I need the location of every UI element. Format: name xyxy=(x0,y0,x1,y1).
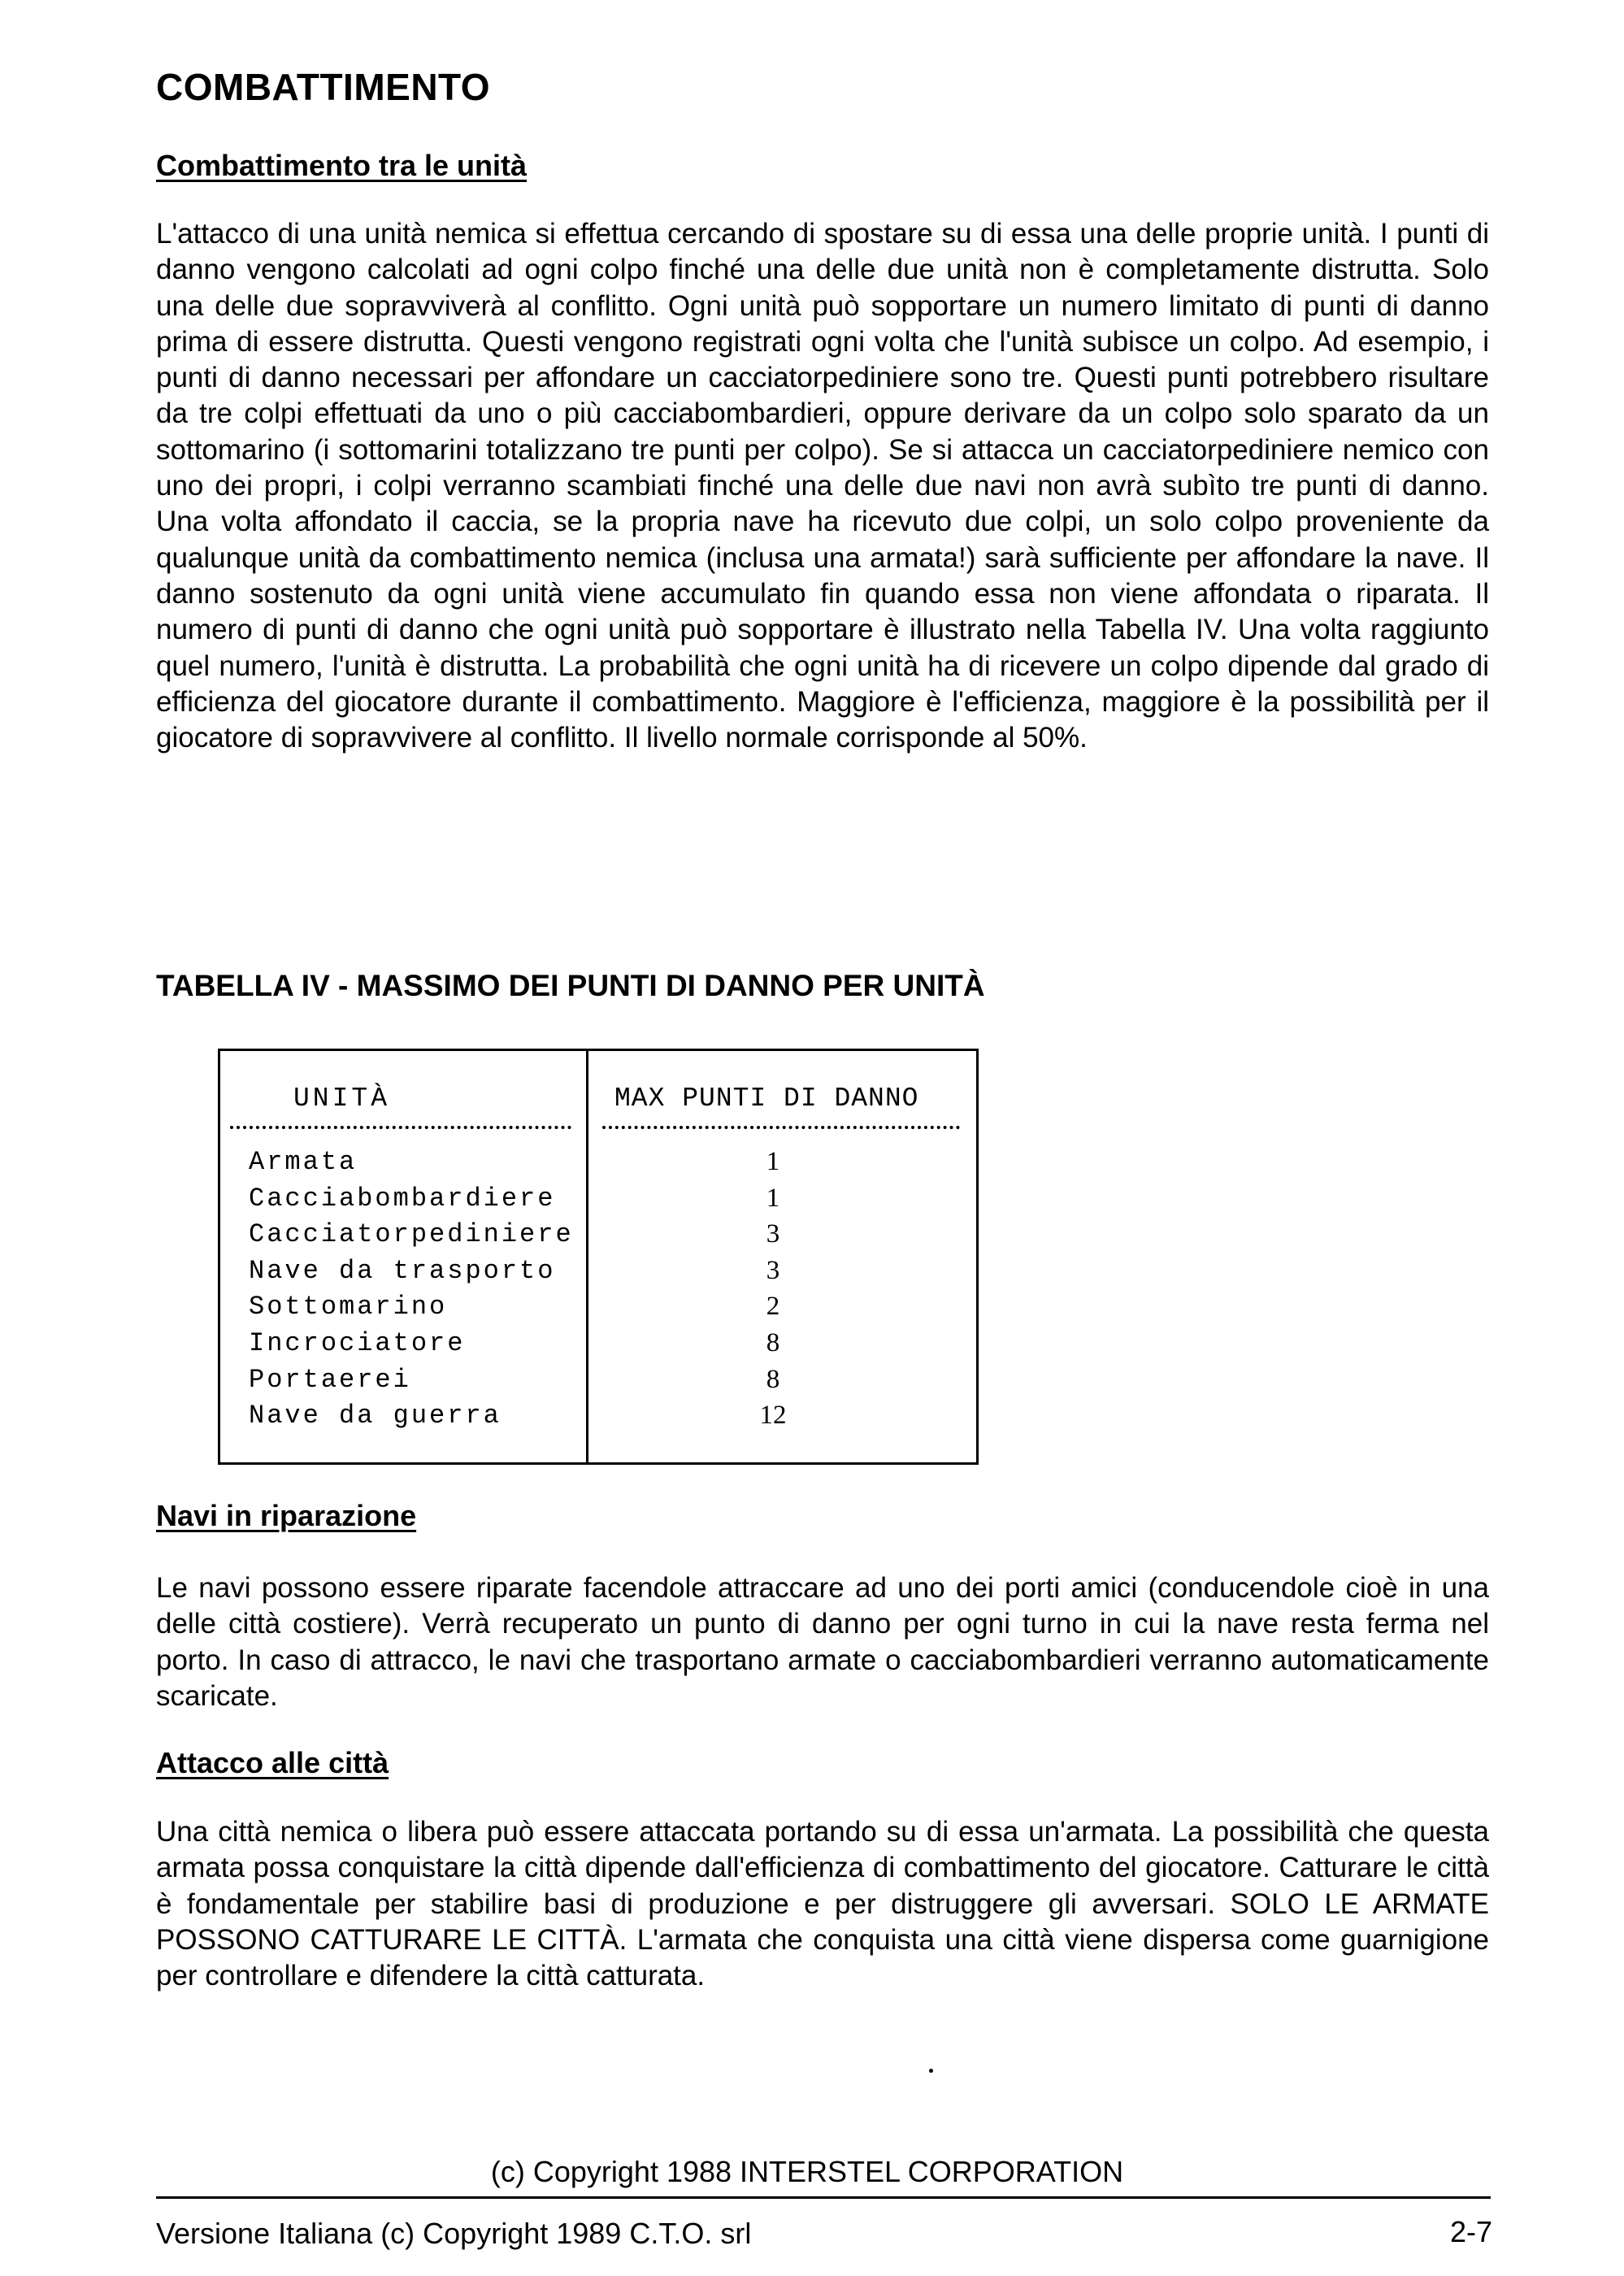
table-header-max-points: MAX PUNTI DI DANNO xyxy=(614,1084,919,1114)
page-title: COMBATTIMENTO xyxy=(156,66,491,108)
table-cell-unit: Sottomarino xyxy=(249,1292,448,1323)
section-text-repair: Le navi possono essere riparate facendole attraccare ad uno dei porti amici (conducendole cioè in una delle città costiere). Verrà recuperato un punto di danno per ogni turno in cui la nave resta ferma nel porto. In caso di attracco, le navi che trasportano armate o cacciabombardieri verranno automaticamente scaricate. xyxy=(156,1572,1489,1712)
table-title: TABELLA IV - MASSIMO DEI PUNTI DI DANNO PER UNITÀ xyxy=(156,969,985,1002)
table-row xyxy=(220,1147,976,1184)
table-row xyxy=(220,1401,976,1437)
page-number: 2-7 xyxy=(1449,2215,1492,2248)
table-cell-unit: Portaerei xyxy=(249,1364,411,1395)
table-cell-points: 3 xyxy=(766,1219,780,1249)
table-row xyxy=(220,1184,976,1220)
table-cell-points: 8 xyxy=(766,1364,780,1394)
table-cell-points: 1 xyxy=(766,1183,780,1213)
section-text-combat: L'attacco di una unità nemica si effettua cercando di spostare su di essa una delle proprie unità. I punti di danno vengono calcolati ad ogni colpo finché una delle due unità non è completamente distrutta. Solo una delle due sopravviverà al conflitto. Ogni unità può sopportare un numero limitato di punti di danno prima di essere distrutta. Questi vengono registrati ogni volta che l'unità subisce un colpo. Ad esempio, i punti di danno necessari per affondare un cacciatorpediniere sono tre. Questi punti potrebbero risultare da tre colpi effettuati da uno o più cacciabombardieri, oppure derivare da un colpo solo sparato da un sottomarino (i sottomarini totalizzano tre punti per colpo). Se si attacca un cacciatorpediniere nemico con uno dei propri, i colpi verranno scambiati finché una delle due navi non avrà subìto tre punti di danno. Una volta affondato il caccia, se la propria nave ha ricevuto due colpi, un solo colpo proveniente da qualunque unità da combattimento nemica (inclusa una armata!) sarà sufficiente per affondare la nave. Il danno sostenuto da ogni unità viene accumulato fin quando essa non viene affondata o riparata. Il numero di punti di danno che ogni unità può sopportare è illustrato nella Tabella IV. Una volta raggiunto quel numero, l'unità è distrutta. La probabilità che ogni unità ha di ricevere un colpo dipende dal grado di efficienza del giocatore durante il combattimento. Maggiore è l'efficienza, maggiore è la possibilità per il giocatore di sopravvivere al conflitto. Il livello normale corrisponde al 50%. xyxy=(156,218,1489,754)
table-cell-points: 2 xyxy=(766,1292,780,1322)
table-cell-unit: Cacciabombardiere xyxy=(249,1183,556,1214)
footer-copyright-italian: Versione Italiana (c) Copyright 1989 C.T.O. srl xyxy=(156,2217,752,2250)
table-row xyxy=(220,1256,976,1292)
table-header-separator xyxy=(230,1126,571,1129)
table-body xyxy=(220,1147,976,1437)
table-header-separator xyxy=(602,1126,960,1129)
table-cell-points: 8 xyxy=(766,1327,780,1357)
print-speck xyxy=(929,2069,933,2073)
table-header-unit: UNITÀ xyxy=(293,1084,391,1114)
table-row xyxy=(220,1365,976,1401)
table-cell-unit: Nave da guerra xyxy=(249,1401,502,1431)
table-cell-points: 1 xyxy=(766,1147,780,1176)
section-text-city-attack: Una città nemica o libera può essere attaccata portando su di essa un'armata. La possibilità che questa armata possa conquistare la città dipende dall'efficienza di combattimento del giocatore. Catturare le città è fondamentale per stabilire basi di produzione e per distruggere gli avversari. SOLO LE ARMATE POSSONO CATTURARE LE CITTÀ. L'armata che conquista una città viene dispersa come guarnigione per controllare e difendere la città catturata. xyxy=(156,1816,1489,1992)
table-cell-points: 12 xyxy=(759,1401,787,1431)
section-heading-city-attack: Attacco alle città xyxy=(156,1746,389,1779)
section-heading-repair: Navi in riparazione xyxy=(156,1499,417,1532)
section-heading-combat: Combattimento tra le unità xyxy=(156,149,528,182)
table-cell-unit: Armata xyxy=(249,1147,358,1177)
damage-table xyxy=(218,1049,979,1465)
table-row xyxy=(220,1292,976,1328)
table-cell-unit: Cacciatorpediniere xyxy=(249,1219,574,1250)
table-row xyxy=(220,1219,976,1256)
footer-copyright-original: (c) Copyright 1988 INTERSTEL CORPORATION xyxy=(490,2155,1124,2188)
table-cell-points: 3 xyxy=(766,1255,780,1285)
table-row xyxy=(220,1328,976,1365)
footer-divider xyxy=(156,2196,1491,2199)
table-cell-unit: Nave da trasporto xyxy=(249,1255,556,1286)
table-cell-unit: Incrociatore xyxy=(249,1327,466,1358)
